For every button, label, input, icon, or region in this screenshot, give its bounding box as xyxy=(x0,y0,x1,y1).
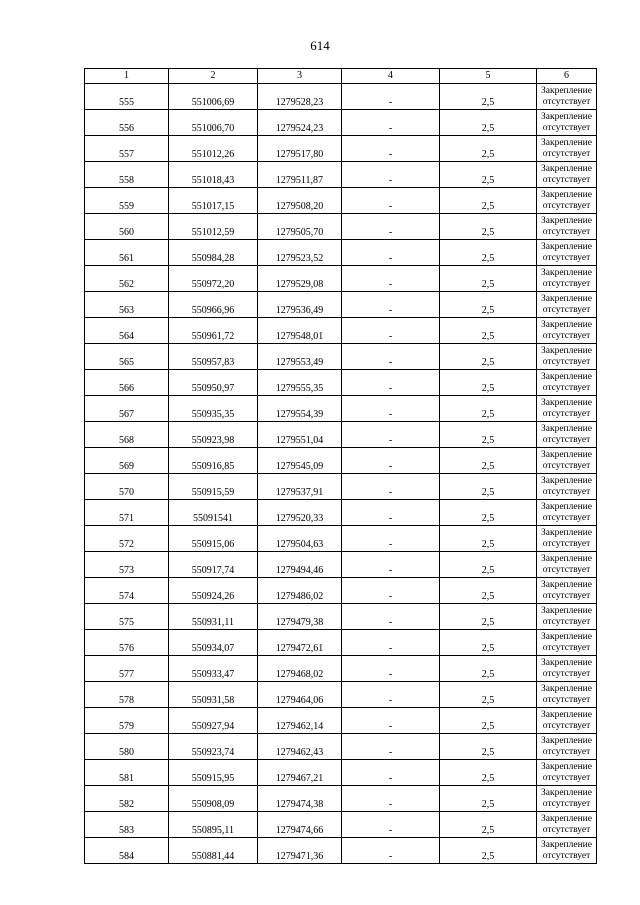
note-line: Закрепление xyxy=(541,423,592,434)
x-coordinate-cell: 551006,70 xyxy=(169,110,258,136)
column-5-cell: 2,5 xyxy=(440,318,537,344)
x-coordinate-cell: 550917,74 xyxy=(169,552,258,578)
table-row xyxy=(85,734,597,760)
row-number-cell: 579 xyxy=(85,708,169,734)
note-cell xyxy=(537,630,597,656)
column-5-cell: 2,5 xyxy=(440,604,537,630)
note-line: Закрепление xyxy=(541,345,592,356)
table-row xyxy=(85,188,597,214)
table-row xyxy=(85,240,597,266)
row-number-cell: 561 xyxy=(85,240,169,266)
table-row xyxy=(85,578,597,604)
note-line: Закрепление xyxy=(541,683,592,694)
note-cell xyxy=(537,604,597,630)
table-row xyxy=(85,266,597,292)
note-line: отсутствует xyxy=(542,512,591,523)
note-line: отсутствует xyxy=(542,148,591,159)
note-line: Закрепление xyxy=(541,579,592,590)
table-row xyxy=(85,318,597,344)
y-coordinate-cell: 1279486,02 xyxy=(258,578,342,604)
table-row xyxy=(85,214,597,240)
note-line: Закрепление xyxy=(541,371,592,382)
table-row xyxy=(85,760,597,786)
table-row xyxy=(85,838,597,864)
table-header xyxy=(85,69,597,84)
note-cell xyxy=(537,760,597,786)
note-line: отсутствует xyxy=(542,564,591,575)
y-coordinate-cell: 1279511,87 xyxy=(258,162,342,188)
x-coordinate-cell: 550933,47 xyxy=(169,656,258,682)
row-number-cell: 581 xyxy=(85,760,169,786)
column-5-cell: 2,5 xyxy=(440,526,537,552)
y-coordinate-cell: 1279537,91 xyxy=(258,474,342,500)
note-line: Закрепление xyxy=(541,215,592,226)
note-line: отсутствует xyxy=(542,304,591,315)
y-coordinate-cell: 1279551,04 xyxy=(258,422,342,448)
note-cell xyxy=(537,422,597,448)
table-row xyxy=(85,370,597,396)
column-4-cell: - xyxy=(342,526,440,552)
table-row xyxy=(85,552,597,578)
y-coordinate-cell: 1279467,21 xyxy=(258,760,342,786)
y-coordinate-cell: 1279523,52 xyxy=(258,240,342,266)
note-cell xyxy=(537,448,597,474)
note-line: отсутствует xyxy=(542,720,591,731)
column-5-cell: 2,5 xyxy=(440,682,537,708)
row-number-cell: 582 xyxy=(85,786,169,812)
note-cell xyxy=(537,266,597,292)
note-line: отсутствует xyxy=(542,798,591,809)
note-line: отсутствует xyxy=(542,824,591,835)
note-cell xyxy=(537,240,597,266)
x-coordinate-cell: 550927,94 xyxy=(169,708,258,734)
y-coordinate-cell: 1279508,20 xyxy=(258,188,342,214)
column-5-cell: 2,5 xyxy=(440,370,537,396)
note-line: Закрепление xyxy=(541,605,592,616)
column-4-cell: - xyxy=(342,812,440,838)
column-5-cell: 2,5 xyxy=(440,136,537,162)
row-number-cell: 576 xyxy=(85,630,169,656)
table-row xyxy=(85,656,597,682)
note-line: отсутствует xyxy=(542,746,591,757)
table-row xyxy=(85,812,597,838)
column-4-cell: - xyxy=(342,474,440,500)
note-cell xyxy=(537,656,597,682)
note-line: Закрепление xyxy=(541,163,592,174)
table-row xyxy=(85,500,597,526)
note-line: отсутствует xyxy=(542,200,591,211)
column-5-cell: 2,5 xyxy=(440,84,537,110)
column-4-cell: - xyxy=(342,318,440,344)
note-cell xyxy=(537,526,597,552)
note-line: Закрепление xyxy=(541,709,592,720)
column-5-cell: 2,5 xyxy=(440,422,537,448)
note-cell xyxy=(537,318,597,344)
y-coordinate-cell: 1279474,38 xyxy=(258,786,342,812)
table-row xyxy=(85,630,597,656)
note-line: Закрепление xyxy=(541,813,592,824)
column-4-cell: - xyxy=(342,292,440,318)
column-header-4: 4 xyxy=(342,69,440,84)
y-coordinate-cell: 1279468,02 xyxy=(258,656,342,682)
row-number-cell: 574 xyxy=(85,578,169,604)
column-4-cell: - xyxy=(342,422,440,448)
row-number-cell: 560 xyxy=(85,214,169,240)
column-5-cell: 2,5 xyxy=(440,474,537,500)
note-line: Закрепление xyxy=(541,761,592,772)
note-line: Закрепление xyxy=(541,553,592,564)
column-4-cell: - xyxy=(342,552,440,578)
y-coordinate-cell: 1279479,38 xyxy=(258,604,342,630)
column-4-cell: - xyxy=(342,84,440,110)
column-5-cell: 2,5 xyxy=(440,786,537,812)
note-line: Закрепление xyxy=(541,787,592,798)
note-line: отсутствует xyxy=(542,174,591,185)
column-4-cell: - xyxy=(342,214,440,240)
table-body xyxy=(85,84,597,864)
x-coordinate-cell: 550915,06 xyxy=(169,526,258,552)
table-row xyxy=(85,604,597,630)
column-5-cell: 2,5 xyxy=(440,188,537,214)
x-coordinate-cell: 551006,69 xyxy=(169,84,258,110)
x-coordinate-cell: 550895,11 xyxy=(169,812,258,838)
note-line: отсутствует xyxy=(542,616,591,627)
note-cell xyxy=(537,344,597,370)
x-coordinate-cell: 550966,96 xyxy=(169,292,258,318)
note-line: отсутствует xyxy=(542,850,591,861)
y-coordinate-cell: 1279474,66 xyxy=(258,812,342,838)
column-4-cell: - xyxy=(342,604,440,630)
row-number-cell: 568 xyxy=(85,422,169,448)
note-line: отсутствует xyxy=(542,252,591,263)
column-4-cell: - xyxy=(342,448,440,474)
column-header-5: 5 xyxy=(440,69,537,84)
y-coordinate-cell: 1279529,08 xyxy=(258,266,342,292)
column-5-cell: 2,5 xyxy=(440,552,537,578)
note-line: Закрепление xyxy=(541,735,592,746)
x-coordinate-cell: 550961,72 xyxy=(169,318,258,344)
note-line: отсутствует xyxy=(542,96,591,107)
row-number-cell: 558 xyxy=(85,162,169,188)
note-line: отсутствует xyxy=(542,642,591,653)
column-4-cell: - xyxy=(342,344,440,370)
column-4-cell: - xyxy=(342,162,440,188)
column-5-cell: 2,5 xyxy=(440,630,537,656)
column-5-cell: 2,5 xyxy=(440,708,537,734)
x-coordinate-cell: 550923,98 xyxy=(169,422,258,448)
y-coordinate-cell: 1279553,49 xyxy=(258,344,342,370)
y-coordinate-cell: 1279464,06 xyxy=(258,682,342,708)
x-coordinate-cell: 550923,74 xyxy=(169,734,258,760)
note-cell xyxy=(537,708,597,734)
row-number-cell: 577 xyxy=(85,656,169,682)
note-line: Закрепление xyxy=(541,527,592,538)
row-number-cell: 580 xyxy=(85,734,169,760)
x-coordinate-cell: 550908,09 xyxy=(169,786,258,812)
table-row xyxy=(85,292,597,318)
y-coordinate-cell: 1279545,09 xyxy=(258,448,342,474)
x-coordinate-cell: 551018,43 xyxy=(169,162,258,188)
note-cell xyxy=(537,838,597,864)
column-5-cell: 2,5 xyxy=(440,656,537,682)
column-5-cell: 2,5 xyxy=(440,266,537,292)
x-coordinate-cell: 551017,15 xyxy=(169,188,258,214)
note-cell xyxy=(537,552,597,578)
y-coordinate-cell: 1279462,43 xyxy=(258,734,342,760)
note-line: отсутствует xyxy=(542,434,591,445)
note-cell xyxy=(537,370,597,396)
table-row xyxy=(85,162,597,188)
y-coordinate-cell: 1279472,61 xyxy=(258,630,342,656)
table-row xyxy=(85,708,597,734)
table-row xyxy=(85,682,597,708)
note-cell xyxy=(537,162,597,188)
column-5-cell: 2,5 xyxy=(440,240,537,266)
column-5-cell: 2,5 xyxy=(440,448,537,474)
note-line: Закрепление xyxy=(541,501,592,512)
note-line: Закрепление xyxy=(541,111,592,122)
column-5-cell: 2,5 xyxy=(440,760,537,786)
note-line: отсутствует xyxy=(542,460,591,471)
note-cell xyxy=(537,578,597,604)
note-line: отсутствует xyxy=(542,694,591,705)
column-4-cell: - xyxy=(342,708,440,734)
x-coordinate-cell: 55091541 xyxy=(169,500,258,526)
y-coordinate-cell: 1279520,33 xyxy=(258,500,342,526)
y-coordinate-cell: 1279505,70 xyxy=(258,214,342,240)
x-coordinate-cell: 551012,59 xyxy=(169,214,258,240)
column-5-cell: 2,5 xyxy=(440,396,537,422)
column-4-cell: - xyxy=(342,370,440,396)
note-cell xyxy=(537,474,597,500)
x-coordinate-cell: 550916,85 xyxy=(169,448,258,474)
table-row xyxy=(85,786,597,812)
note-line: Закрепление xyxy=(541,189,592,200)
x-coordinate-cell: 550972,20 xyxy=(169,266,258,292)
column-5-cell: 2,5 xyxy=(440,344,537,370)
row-number-cell: 584 xyxy=(85,838,169,864)
column-header-2: 2 xyxy=(169,69,258,84)
column-4-cell: - xyxy=(342,838,440,864)
y-coordinate-cell: 1279524,23 xyxy=(258,110,342,136)
column-4-cell: - xyxy=(342,500,440,526)
note-line: отсутствует xyxy=(542,668,591,679)
column-4-cell: - xyxy=(342,786,440,812)
x-coordinate-cell: 550924,26 xyxy=(169,578,258,604)
note-line: отсутствует xyxy=(542,278,591,289)
column-5-cell: 2,5 xyxy=(440,214,537,240)
note-line: Закрепление xyxy=(541,397,592,408)
row-number-cell: 556 xyxy=(85,110,169,136)
column-5-cell: 2,5 xyxy=(440,812,537,838)
column-header-3: 3 xyxy=(258,69,342,84)
row-number-cell: 564 xyxy=(85,318,169,344)
note-line: Закрепление xyxy=(541,85,592,96)
table-row xyxy=(85,422,597,448)
x-coordinate-cell: 550935,35 xyxy=(169,396,258,422)
table-row xyxy=(85,526,597,552)
table-row xyxy=(85,474,597,500)
table-row xyxy=(85,396,597,422)
column-4-cell: - xyxy=(342,188,440,214)
column-4-cell: - xyxy=(342,734,440,760)
note-line: отсутствует xyxy=(542,122,591,133)
note-line: Закрепление xyxy=(541,449,592,460)
note-line: Закрепление xyxy=(541,319,592,330)
x-coordinate-cell: 550915,95 xyxy=(169,760,258,786)
column-4-cell: - xyxy=(342,136,440,162)
x-coordinate-cell: 550931,58 xyxy=(169,682,258,708)
row-number-cell: 571 xyxy=(85,500,169,526)
column-5-cell: 2,5 xyxy=(440,162,537,188)
y-coordinate-cell: 1279554,39 xyxy=(258,396,342,422)
y-coordinate-cell: 1279517,80 xyxy=(258,136,342,162)
row-number-cell: 569 xyxy=(85,448,169,474)
table-row xyxy=(85,448,597,474)
x-coordinate-cell: 550950,97 xyxy=(169,370,258,396)
table-row xyxy=(85,110,597,136)
y-coordinate-cell: 1279504,63 xyxy=(258,526,342,552)
note-line: Закрепление xyxy=(541,293,592,304)
row-number-cell: 557 xyxy=(85,136,169,162)
y-coordinate-cell: 1279548,01 xyxy=(258,318,342,344)
note-line: Закрепление xyxy=(541,839,592,850)
note-cell xyxy=(537,188,597,214)
y-coordinate-cell: 1279494,46 xyxy=(258,552,342,578)
note-line: Закрепление xyxy=(541,475,592,486)
x-coordinate-cell: 550957,83 xyxy=(169,344,258,370)
row-number-cell: 575 xyxy=(85,604,169,630)
note-line: отсутствует xyxy=(542,330,591,341)
note-line: отсутствует xyxy=(542,590,591,601)
row-number-cell: 555 xyxy=(85,84,169,110)
column-4-cell: - xyxy=(342,630,440,656)
column-header-1: 1 xyxy=(85,69,169,84)
page-number: 614 xyxy=(310,38,330,53)
column-4-cell: - xyxy=(342,760,440,786)
x-coordinate-cell: 550915,59 xyxy=(169,474,258,500)
table-row xyxy=(85,84,597,110)
column-5-cell: 2,5 xyxy=(440,110,537,136)
y-coordinate-cell: 1279462,14 xyxy=(258,708,342,734)
column-5-cell: 2,5 xyxy=(440,578,537,604)
note-cell xyxy=(537,396,597,422)
row-number-cell: 572 xyxy=(85,526,169,552)
column-4-cell: - xyxy=(342,656,440,682)
header-row xyxy=(85,69,597,84)
row-number-cell: 573 xyxy=(85,552,169,578)
table-row xyxy=(85,136,597,162)
x-coordinate-cell: 550984,28 xyxy=(169,240,258,266)
note-line: Закрепление xyxy=(541,267,592,278)
column-4-cell: - xyxy=(342,240,440,266)
note-line: отсутствует xyxy=(542,382,591,393)
x-coordinate-cell: 551012,26 xyxy=(169,136,258,162)
note-line: Закрепление xyxy=(541,137,592,148)
row-number-cell: 562 xyxy=(85,266,169,292)
note-cell xyxy=(537,812,597,838)
note-cell xyxy=(537,110,597,136)
column-4-cell: - xyxy=(342,396,440,422)
note-line: Закрепление xyxy=(541,657,592,668)
note-cell xyxy=(537,292,597,318)
column-4-cell: - xyxy=(342,266,440,292)
column-4-cell: - xyxy=(342,578,440,604)
note-cell xyxy=(537,214,597,240)
column-5-cell: 2,5 xyxy=(440,500,537,526)
y-coordinate-cell: 1279536,49 xyxy=(258,292,342,318)
y-coordinate-cell: 1279528,23 xyxy=(258,84,342,110)
column-5-cell: 2,5 xyxy=(440,734,537,760)
y-coordinate-cell: 1279555,35 xyxy=(258,370,342,396)
row-number-cell: 583 xyxy=(85,812,169,838)
column-5-cell: 2,5 xyxy=(440,292,537,318)
coordinates-table xyxy=(84,68,597,864)
column-4-cell: - xyxy=(342,110,440,136)
row-number-cell: 578 xyxy=(85,682,169,708)
note-cell xyxy=(537,136,597,162)
row-number-cell: 570 xyxy=(85,474,169,500)
column-header-6: 6 xyxy=(537,69,597,84)
column-5-cell: 2,5 xyxy=(440,838,537,864)
note-line: отсутствует xyxy=(542,226,591,237)
note-line: отсутствует xyxy=(542,408,591,419)
y-coordinate-cell: 1279471,36 xyxy=(258,838,342,864)
row-number-cell: 565 xyxy=(85,344,169,370)
row-number-cell: 566 xyxy=(85,370,169,396)
x-coordinate-cell: 550934,07 xyxy=(169,630,258,656)
note-line: Закрепление xyxy=(541,631,592,642)
note-cell xyxy=(537,682,597,708)
table-row xyxy=(85,344,597,370)
row-number-cell: 563 xyxy=(85,292,169,318)
note-line: отсутствует xyxy=(542,538,591,549)
note-cell xyxy=(537,734,597,760)
note-cell xyxy=(537,84,597,110)
row-number-cell: 559 xyxy=(85,188,169,214)
note-cell xyxy=(537,500,597,526)
note-cell xyxy=(537,786,597,812)
column-4-cell: - xyxy=(342,682,440,708)
note-line: отсутствует xyxy=(542,486,591,497)
x-coordinate-cell: 550881,44 xyxy=(169,838,258,864)
note-line: отсутствует xyxy=(542,772,591,783)
note-line: отсутствует xyxy=(542,356,591,367)
row-number-cell: 567 xyxy=(85,396,169,422)
note-line: Закрепление xyxy=(541,241,592,252)
x-coordinate-cell: 550931,11 xyxy=(169,604,258,630)
